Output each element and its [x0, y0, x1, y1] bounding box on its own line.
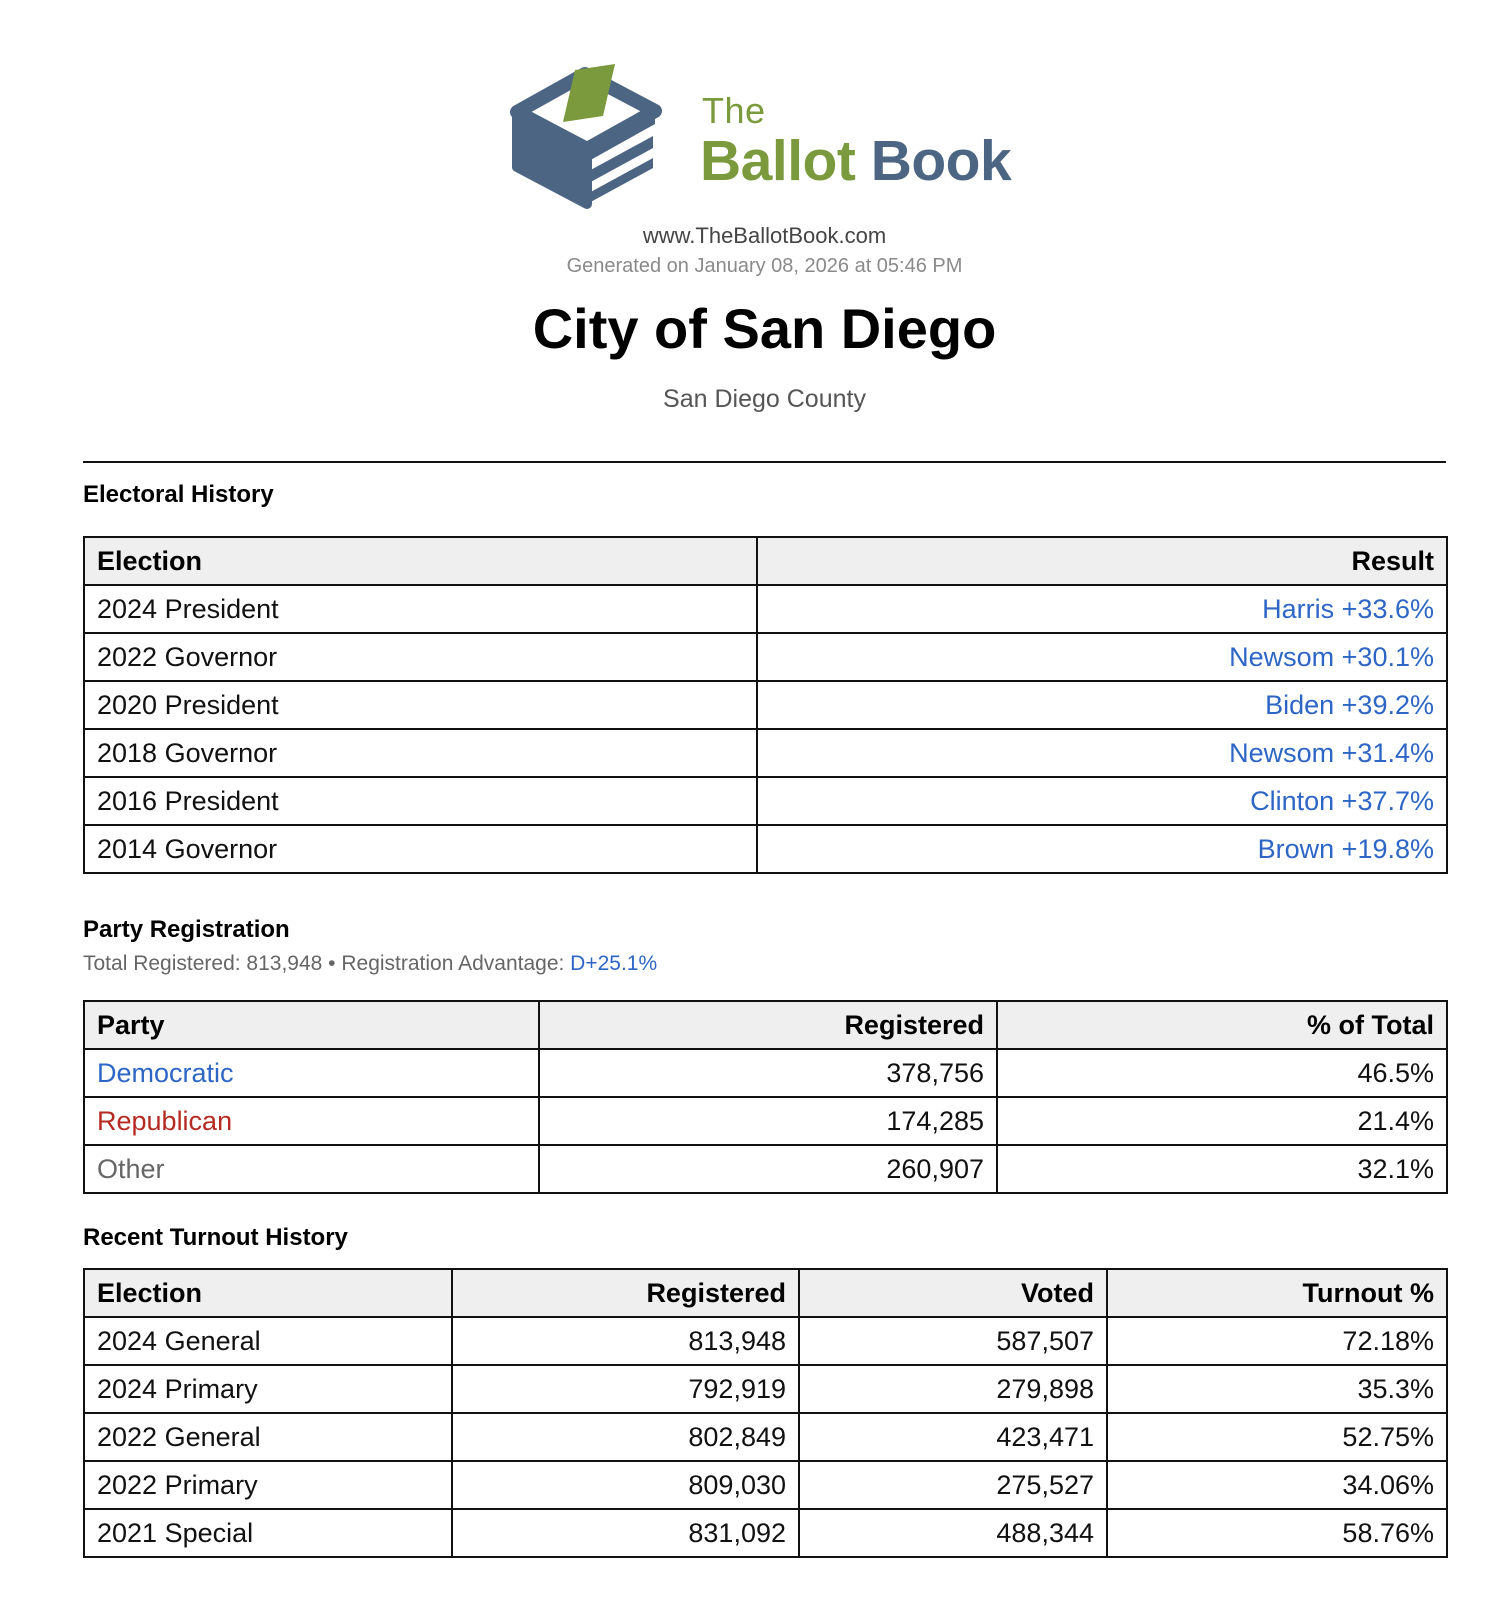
turnout-history-table — [83, 1268, 1448, 1558]
registered-cell: 809,030 — [452, 1461, 799, 1509]
table-header-row — [84, 537, 1447, 585]
turnout-cell: 35.3% — [1107, 1365, 1447, 1413]
logo-word-book: Book — [870, 129, 1012, 193]
electoral-history-heading: Electoral History — [83, 481, 274, 508]
election-cell: 2021 Special — [84, 1509, 452, 1557]
voted-cell: 423,471 — [799, 1413, 1107, 1461]
election-cell: 2024 President — [84, 585, 757, 633]
table-row — [84, 729, 1447, 777]
election-cell: 2024 General — [84, 1317, 452, 1365]
voted-cell: 279,898 — [799, 1365, 1107, 1413]
turnout-history-heading: Recent Turnout History — [83, 1224, 348, 1251]
party-cell: Other — [84, 1145, 539, 1193]
column-header: % of Total — [997, 1001, 1447, 1049]
party-cell: Republican — [84, 1097, 539, 1145]
table-row — [84, 633, 1447, 681]
table-row — [84, 1145, 1447, 1193]
page-subtitle: San Diego County — [663, 385, 866, 413]
election-cell: 2016 President — [84, 777, 757, 825]
table-row — [84, 1413, 1447, 1461]
logo-word-the: The — [702, 90, 766, 131]
page-title: City of San Diego — [532, 297, 997, 360]
generated-timestamp: Generated on January 08, 2026 at 05:46 PM — [566, 255, 963, 277]
registered-cell: 260,907 — [539, 1145, 997, 1193]
table-row — [84, 1461, 1447, 1509]
column-header: Election — [84, 1269, 452, 1317]
percent-cell: 46.5% — [997, 1049, 1447, 1097]
election-cell: 2024 Primary — [84, 1365, 452, 1413]
registered-cell: 792,919 — [452, 1365, 799, 1413]
table-row — [84, 681, 1447, 729]
ballot-book-logo — [505, 64, 1045, 214]
registered-cell: 813,948 — [452, 1317, 799, 1365]
party-registration-table — [83, 1000, 1448, 1194]
turnout-cell: 34.06% — [1107, 1461, 1447, 1509]
table-row — [84, 1049, 1447, 1097]
column-header: Voted — [799, 1269, 1107, 1317]
table-row — [84, 1097, 1447, 1145]
percent-cell: 21.4% — [997, 1097, 1447, 1145]
table-row — [84, 777, 1447, 825]
voted-cell: 587,507 — [799, 1317, 1107, 1365]
election-cell: 2022 Primary — [84, 1461, 452, 1509]
column-header: Election — [84, 537, 757, 585]
column-header: Result — [757, 537, 1447, 585]
table-row — [84, 825, 1447, 873]
election-cell: 2020 President — [84, 681, 757, 729]
party-registration-heading: Party Registration — [83, 916, 290, 943]
table-row — [84, 1509, 1447, 1557]
election-cell: 2022 Governor — [84, 633, 757, 681]
turnout-cell: 52.75% — [1107, 1413, 1447, 1461]
logo-word-ballot: Ballot — [700, 129, 856, 193]
voted-cell: 488,344 — [799, 1509, 1107, 1557]
election-cell: 2014 Governor — [84, 825, 757, 873]
table-header-row — [84, 1269, 1447, 1317]
table-row — [84, 585, 1447, 633]
party-cell: Democratic — [84, 1049, 539, 1097]
election-cell: 2018 Governor — [84, 729, 757, 777]
registration-advantage: D+25.1% — [570, 952, 658, 975]
percent-cell: 32.1% — [997, 1145, 1447, 1193]
turnout-cell: 72.18% — [1107, 1317, 1447, 1365]
result-cell: Brown +19.8% — [757, 825, 1447, 873]
registration-summary-text: Total Registered: 813,948 • Registration Advantage: — [83, 952, 571, 975]
voted-cell: 275,527 — [799, 1461, 1107, 1509]
column-header: Turnout % — [1107, 1269, 1447, 1317]
electoral-history-table — [83, 536, 1448, 874]
table-row — [84, 1317, 1447, 1365]
election-cell: 2022 General — [84, 1413, 452, 1461]
column-header: Registered — [452, 1269, 799, 1317]
result-cell: Newsom +30.1% — [757, 633, 1447, 681]
result-cell: Newsom +31.4% — [757, 729, 1447, 777]
registration-summary — [83, 952, 657, 976]
result-cell: Harris +33.6% — [757, 585, 1447, 633]
logo-wordmark — [700, 128, 1011, 194]
table-row — [84, 1365, 1447, 1413]
header-divider — [83, 461, 1446, 463]
registered-cell: 378,756 — [539, 1049, 997, 1097]
website-url: www.TheBallotBook.com — [642, 223, 887, 248]
registered-cell: 802,849 — [452, 1413, 799, 1461]
result-cell: Biden +39.2% — [757, 681, 1447, 729]
registered-cell: 831,092 — [452, 1509, 799, 1557]
column-header: Party — [84, 1001, 539, 1049]
column-header: Registered — [539, 1001, 997, 1049]
ballot-box-icon — [505, 64, 675, 214]
registered-cell: 174,285 — [539, 1097, 997, 1145]
turnout-cell: 58.76% — [1107, 1509, 1447, 1557]
result-cell: Clinton +37.7% — [757, 777, 1447, 825]
table-header-row — [84, 1001, 1447, 1049]
